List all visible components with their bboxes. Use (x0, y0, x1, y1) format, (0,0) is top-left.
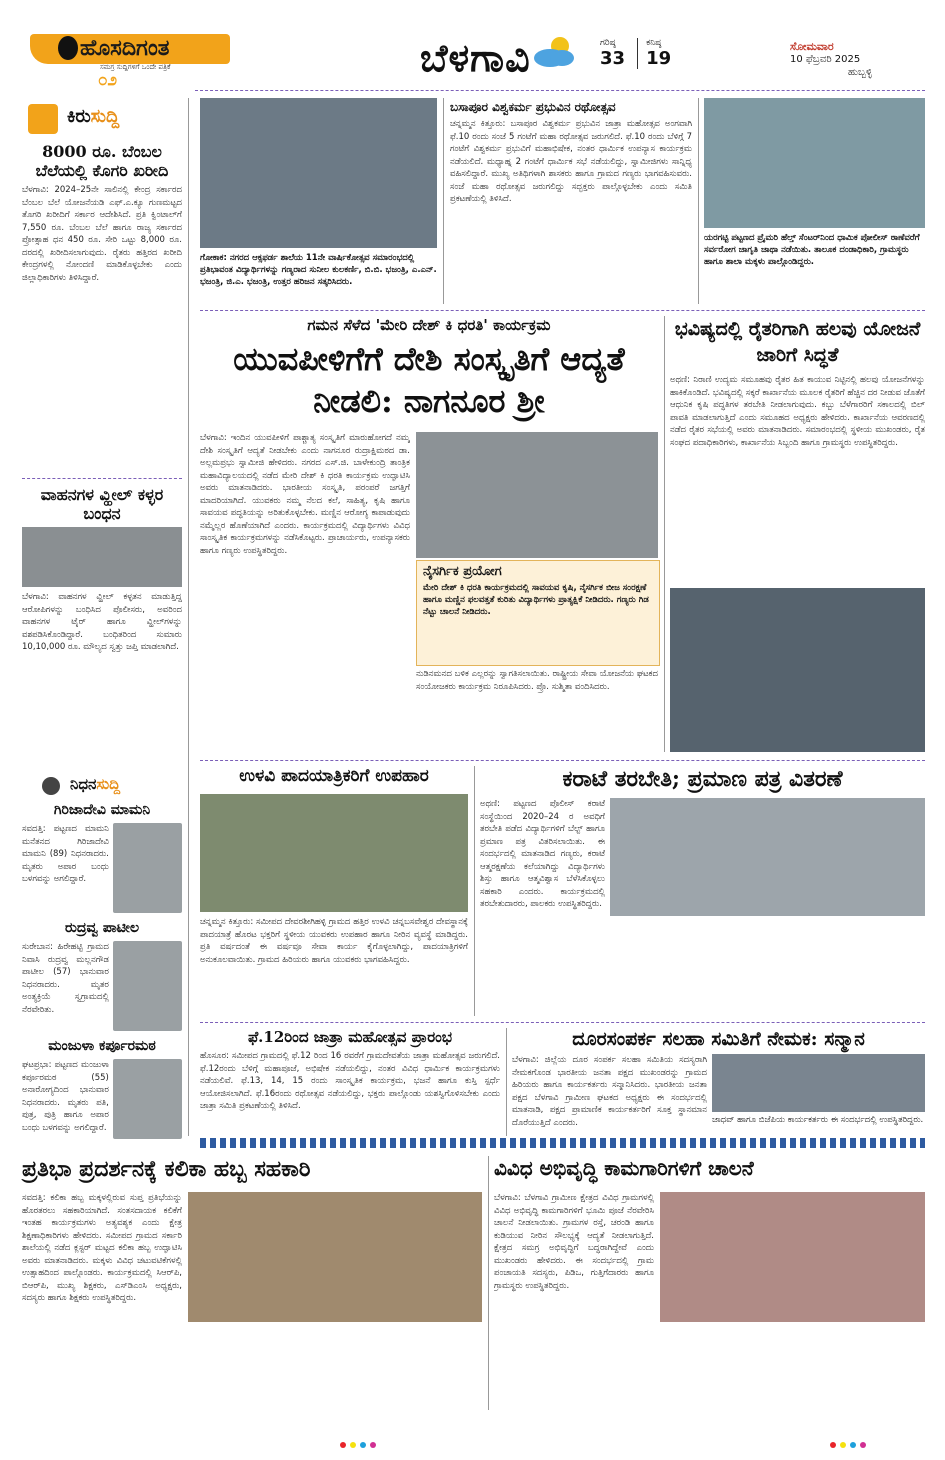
column-rule (664, 316, 665, 752)
sidebar (22, 98, 182, 1139)
hand-icon (28, 104, 58, 134)
farmer-headline: ಭವಿಷ್ಯದಲ್ಲಿ ರೈತರಿಗಾಗಿ ಹಲವು ಯೋಜನೆ ಜಾರಿಗೆ ಸಿದ್ಧತೆ (674, 318, 921, 366)
city-title: ಬೆಳಗಾವಿ (420, 35, 531, 80)
obit3-text: ಘಟಪ್ರಭಾ: ಪಟ್ಟಣದ ಮಂಜುಳಾ ಕರ್ಪೂರಮಠ (55) ಅನಾರೋಗ್ಯದಿಂದ ಭಾನುವಾರ ನಿಧನರಾದರು. ಮೃತರು ಪತಿ, ಪುತ್ರ, ಪುತ್ರಿ ಹಾಗೂ ಅಪಾರ ಬಂಧು ಬಳಗವನ್ನು ಅಗಲಿದ್ದಾರೆ. (22, 1060, 109, 1133)
print-marks (0, 1412, 945, 1460)
lead-text: ಬೆಳಗಾವಿ: ಇಂದಿನ ಯುವಪೀಳಿಗೆ ಪಾಶ್ಚಾತ್ಯ ಸಂಸ್ಕೃತಿಗೆ ಮಾರುಹೋಗದೆ ನಮ್ಮ ದೇಶಿ ಸಂಸ್ಕೃತಿಗೆ ಆದ್ಯತೆ ನೀಡಬೇಕು ಎಂದು ನಾಗನೂರ ರುದ್ರಾಕ್ಷಿಮಠದ ಡಾ. ಅಲ್ಲಮಪ್ರಭು ಸ್ವಾಮೀಜಿ ಹೇಳಿದರು. ನಗರದ ಎಸ್.ಜಿ. ಬಾಳೇಕುಂದ್ರಿ ತಾಂತ್ರಿಕ ಮಹಾವಿದ್ಯಾಲಯದಲ್ಲಿ ನಡೆದ ಮೇರಿ ದೇಶ್ ಕಿ ಧರತಿ ಕಾರ್ಯಕ್ರಮ ಉದ್ಘಾಟಿಸಿ ಅವರು ಮಾತನಾಡಿದರು. ಭಾರತೀಯ ಸಂಸ್ಕೃತಿ, ಪರಂಪರೆ ಜಗತ್ತಿಗೆ ಮಾದರಿಯಾಗಿದೆ. ಯುವಕರು ನಮ್ಮ ನೆಲದ ಕಲೆ, ಸಾಹಿತ್ಯ, ಕೃಷಿ ಹಾಗೂ ಸಾವಯವ ಪದ್ಧತಿಯನ್ನು ಅರಿತುಕೊಳ್ಳಬೇಕು. ಮಣ್ಣಿನ ಆರೋಗ್ಯ ಕಾಪಾಡುವುದು ನಮ್ಮೆಲ್ಲರ ಹೊಣೆಯಾಗಿದೆ ಎಂದರು. ಕಾರ್ಯಕ್ರಮದಲ್ಲಿ ವಿದ್ಯಾರ್ಥಿಗಳು ವಿವಿಧ ಸಾಂಸ್ಕೃತಿಕ ಕಾರ್ಯಕ್ರಮಗಳನ್ನು ನಡೆಸಿಕೊಟ್ಟರು. ಪ್ರಾಚಾರ್ಯರು, ಉಪನ್ಯಾಸಕರು ಹಾಗೂ ಗಣ್ಯರು ಉಪಸ್ಥಿತರಿದ್ದರು. (200, 433, 410, 556)
kalika-text: ಸವದತ್ತಿ: ಕಲಿಕಾ ಹಬ್ಬ ಮಕ್ಕಳಲ್ಲಿರುವ ಸುಪ್ತ ಪ್ರತಿಭೆಯನ್ನು ಹೊರತರಲು ಸಹಕಾರಿಯಾಗಿದೆ. ಸಂತಸದಾಯಕ ಕಲಿಕೆಗೆ ಇಂತಹ ಕಾರ್ಯಕ್ರಮಗಳು ಅತ್ಯವಶ್ಯಕ ಎಂದು ಕ್ಷೇತ್ರ ಶಿಕ್ಷಣಾಧಿಕಾರಿಗಳು ಹೇಳಿದರು. ಸಮೀಪದ ಗ್ರಾಮದ ಸರ್ಕಾರಿ ಶಾಲೆಯಲ್ಲಿ ನಡೆದ ಕ್ಲಸ್ಟರ್ ಮಟ್ಟದ ಕಲಿಕಾ ಹಬ್ಬ ಉದ್ಘಾಟಿಸಿ ಅವರು ಮಾತನಾಡಿದರು. ಮಕ್ಕಳು ವಿವಿಧ ಚಟುವಟಿಕೆಗಳಲ್ಲಿ ಉತ್ಸಾಹದಿಂದ ಪಾಲ್ಗೊಂಡರು. ಕಾರ್ಯಕ್ರಮದಲ್ಲಿ ಸಿಆರ್‌ಪಿ, ಬಿಆರ್‌ಪಿ, ಮುಖ್ಯ ಶಿಕ್ಷಕರು, ಎಸ್‌ಡಿಎಂಸಿ ಅಧ್ಯಕ್ಷರು, ಸದಸ್ಯರು ಹಾಗೂ ಶಿಕ್ಷಕರು ಉಪಸ್ಥಿತರಿದ್ದರು. (22, 1193, 182, 1303)
masthead-rule (195, 90, 925, 91)
dev-headline: ವಿವಿಧ ಅಭಿವೃದ್ಧಿ ಕಾಮಗಾರಿಗಳಿಗೆ ಚಾಲನೆ (494, 1156, 754, 1180)
story1-headline: 8000 ರೂ. ಬೆಂಬಲ ಬೆಲೆಯಲ್ಲಿ ಕೊಗರಿ ಖರೀದಿ (35, 142, 169, 180)
section-rule (200, 1022, 925, 1023)
obit1-portrait (113, 823, 182, 913)
brand-tagline: ಸಮಗ್ರ ಸುದ್ದಿಗಳಿಗೆ ಒಂದೇ ಪತ್ರಿಕೆ (100, 63, 171, 71)
story2-headline: ವಾಹನಗಳ ವ್ಹೀಲ್ ಕಳ್ಳರ ಬಂಧನ (40, 485, 164, 523)
obit2-text: ಸುರೇಬಾನ: ಹಿರೇಹಟ್ಟಿ ಗ್ರಾಮದ ನಿವಾಸಿ ರುದ್ರವ್ವ ಮಲ್ಲನಗೌಡ ಪಾಟೀಲ (57) ಭಾನುವಾರ ನಿಧನರಾದರು. ಮೃತರ ಅಂತ್ಯಕ್ರಿಯೆ ಸ್ವಗ್ರಾಮದಲ್ಲಿ ನೆರವೇರಿತು. (22, 942, 109, 1015)
dev-text: ಬೆಳಗಾವಿ: ಬೆಳಗಾವಿ ಗ್ರಾಮೀಣ ಕ್ಷೇತ್ರದ ವಿವಿಧ ಗ್ರಾಮಗಳಲ್ಲಿ ವಿವಿಧ ಅಭಿವೃದ್ಧಿ ಕಾಮಗಾರಿಗಳಿಗೆ ಭೂಮಿ ಪೂಜೆ ನೆರವೇರಿಸಿ ಚಾಲನೆ ನೀಡಲಾಯಿತು. ಗ್ರಾಮಗಳ ರಸ್ತೆ, ಚರಂಡಿ ಹಾಗೂ ಕುಡಿಯುವ ನೀರಿನ ಸೌಲಭ್ಯಕ್ಕೆ ಆದ್ಯತೆ ನೀಡಲಾಗುತ್ತಿದೆ. ಕ್ಷೇತ್ರದ ಸಮಗ್ರ ಅಭಿವೃದ್ಧಿಗೆ ಬದ್ಧರಾಗಿದ್ದೇವೆ ಎಂದು ಮುಖಂಡರು ಹೇಳಿದರು. ಈ ಸಂದರ್ಭದಲ್ಲಿ ಗ್ರಾಮ ಪಂಚಾಯತಿ ಸದಸ್ಯರು, ಪಿಡಿಒ, ಗುತ್ತಿಗೆದಾರರು ಹಾಗೂ ಗ್ರಾಮಸ್ಥರು ಉಪಸ್ಥಿತರಿದ್ದರು. (494, 1193, 654, 1291)
kalika-headline: ಪ್ರತಿಭಾ ಪ್ರದರ್ಶನಕ್ಕೆ ಕಲಿಕಾ ಹಬ್ಬ ಸಹಕಾರಿ (22, 1156, 311, 1182)
karate-text: ಅಥಣಿ: ಪಟ್ಟಣದ ಪೊಲೀಸ್ ಕರಾಟೆ ಸಂಸ್ಥೆಯಿಂದ 2020–24 ರ ಅವಧಿಗೆ ತರಬೇತಿ ಪಡೆದ ವಿದ್ಯಾರ್ಥಿಗಳಿಗೆ ಬೆಲ್ಟ್ ಹಾಗೂ ಪ್ರಮಾಣ ಪತ್ರ ವಿತರಿಸಲಾಯಿತು. ಈ ಸಂದರ್ಭದಲ್ಲಿ ಮಾತನಾಡಿದ ಗಣ್ಯರು, ಕರಾಟೆ ಆತ್ಮರಕ್ಷಣೆಯ ಕಲೆಯಾಗಿದ್ದು ವಿದ್ಯಾರ್ಥಿಗಳು ಶಿಸ್ತು ಹಾಗೂ ಆತ್ಮವಿಶ್ವಾಸ ಬೆಳೆಸಿಕೊಳ್ಳಲು ಸಹಕಾರಿ ಎಂದರು. ಕಾರ್ಯಕ್ರಮದಲ್ಲಿ ತರಬೇತುದಾರರು, ಪಾಲಕರು ಉಪಸ್ಥಿತರಿದ್ದರು. (480, 799, 605, 909)
rath-headline: ಬಸಾಪೂರ ವಿಶ್ವಕರ್ಮ ಪ್ರಭುವಿನ ರಥೋತ್ಸವ (450, 100, 616, 114)
inset-text: ಮೇರಿ ದೇಶ್ ಕಿ ಧರತಿ ಕಾರ್ಯಕ್ರಮದಲ್ಲಿ ಸಾವಯವ ಕೃಷಿ, ನೈಸರ್ಗಿಕ ಬೀಜ ಸಂರಕ್ಷಣೆ ಹಾಗೂ ಮಣ್ಣಿನ ಫಲವತ್ತತೆ ಕುರಿತು ವಿದ್ಯಾರ್ಥಿಗಳು ಪ್ರಾತ್ಯಕ್ಷಿಕೆ ನೀಡಿದರು. ಗಣ್ಯರು ಗಿಡ ನೆಟ್ಟು ಚಾಲನೆ ನೀಡಿದರು. (423, 583, 649, 617)
ulavi-text: ಚನ್ನಮ್ಮನ ಕಿತ್ತೂರು: ಸಮೀಪದ ದೇವರಶೀಗಿಹಳ್ಳಿ ಗ್ರಾಮದ ಹತ್ತಿರ ಉಳವಿ ಚನ್ನಬಸವೇಶ್ವರ ದೇವಸ್ಥಾನಕ್ಕೆ ಪಾದಯಾತ್ರೆ ಹೊರಟ ಭಕ್ತರಿಗೆ ಸ್ಥಳೀಯ ಯುವಕರು ಉಪಹಾರ ಹಾಗೂ ನೀರಿನ ವ್ಯವಸ್ಥೆ ಮಾಡಿದ್ದರು. ಪ್ರತಿ ವರ್ಷದಂತೆ ಈ ವರ್ಷವೂ ಸೇವಾ ಕಾರ್ಯ ಕೈಗೊಳ್ಳಲಾಗಿದ್ದು, ಪಾದಯಾತ್ರಿಗಳಿಗೆ ಅನುಕೂಲವಾಯಿತು. ಗ್ರಾಮದ ಹಿರಿಯರು ಹಾಗೂ ಯುವಕರು ಭಾಗವಹಿಸಿದ್ದರು. (200, 917, 468, 965)
section-rule (200, 310, 925, 311)
lead-kicker: ಗಮನ ಸೆಳೆದ 'ಮೇರಿ ದೇಶ್ ಕಿ ಧರತಿ' ಕಾರ್ಯಕ್ರಮ (307, 316, 551, 334)
story1-text: ಬೆಳಗಾವಿ: 2024–25ನೇ ಸಾಲಿನಲ್ಲಿ ಕೇಂದ್ರ ಸರ್ಕಾರದ ಬೆಂಬಲ ಬೆಲೆ ಯೋಜನೆಯಡಿ ಎಫ್.ಎ.ಕ್ಯೂ ಗುಣಮಟ್ಟದ ತೊಗರಿ ಖರೀದಿಗೆ ಸರ್ಕಾರ ಆದೇಶಿಸಿದೆ. ಪ್ರತಿ ಕ್ವಿಂಟಾಲ್‌ಗೆ 7,550 ರೂ. ಬೆಂಬಲ ಬೆಲೆ ಹಾಗೂ ರಾಜ್ಯ ಸರ್ಕಾರದ ಪ್ರೋತ್ಸಾಹ ಧನ 450 ರೂ. ಸೇರಿ ಒಟ್ಟು 8,000 ರೂ. ದರದಲ್ಲಿ ಖರೀದಿಸಲಾಗುವುದು. ರೈತರು ಹತ್ತಿರದ ಖರೀದಿ ಕೇಂದ್ರಗಳಲ್ಲಿ ನೋಂದಣಿ ಮಾಡಿಕೊಳ್ಳಬೇಕು ಎಂದು ಜಿಲ್ಲಾಧಿಕಾರಿಗಳು ತಿಳಿಸಿದ್ದಾರೆ. (22, 185, 182, 283)
column-rule (443, 98, 444, 304)
column-rule (488, 1156, 489, 1410)
divider (22, 478, 182, 479)
lamp-icon (42, 777, 60, 795)
obit3-portrait (113, 1059, 182, 1139)
rally-photo-caption: ಯರಗಟ್ಟಿ ಪಟ್ಟಣದ ಪ್ರೈಮರಿ ಹೆಲ್ತ್ ಸೆಂಟರ್‌ನಿಂದ ಧಾಮಿಕ ಪೋಲೀಸ್ ಠಾಣೆವರೆಗೆ ಸರ್ವರೋಗ ಜಾಗೃತಿ ಜಾಥಾ ನಡೆಯಿತು. ತಾಲೂಕ ದಂಡಾಧಿಕಾರಿ, ಗ್ರಾಮಸ್ಥರು ಹಾಗೂ ಶಾಲಾ ಮಕ್ಕಳು ಪಾಲ್ಗೊಂಡಿದ್ದರು. (704, 233, 920, 267)
stripe-rule (200, 1138, 925, 1148)
brand-name: ಹೊಸದಿಗಂತ (80, 35, 170, 61)
lead-headline: ಯುವಪೀಳಿಗೆಗೆ ದೇಶಿ ಸಂಸ್ಕೃತಿಗೆ ಆದ್ಯತೆ ನೀಡಲಿ: ನಾಗನೂರ ಶ್ರೀ (233, 340, 625, 420)
farmer-photo (670, 588, 925, 752)
lead-text-2: ನುಡಿನಮನದ ಬಳಿಕ ಎಲ್ಲರನ್ನು ಸ್ವಾಗತಿಸಲಾಯಿತು. ರಾಷ್ಟ್ರೀಯ ಸೇವಾ ಯೋಜನೆಯ ಘಟಕದ ಸಂಯೋಜಕರು ಕಾರ್ಯಕ್ರಮ ನಿರೂಪಿಸಿದರು. ಪ್ರೊ. ಸುಶ್ಮಿತಾ ವಂದಿಸಿದರು. (416, 669, 658, 692)
date: 10 ಫೆಬ್ರವರಿ 2025 (790, 54, 861, 65)
date-block (790, 40, 930, 78)
obit3-name: ಮಂಜುಳಾ ಕರ್ಪೂರಮಠ (48, 1038, 156, 1054)
weather-icon (530, 32, 580, 70)
edition: ಹುಬ್ಬಳ್ಳಿ (847, 67, 873, 78)
kiru-label-b: ಸುದ್ದಿ (90, 106, 120, 127)
obit-header (22, 771, 182, 801)
brand-emblem-icon (58, 36, 78, 60)
ulavi-headline: ಉಳವಿ ಪಾದಯಾತ್ರಿಕರಿಗೆ ಉಪಹಾರ (239, 766, 429, 786)
sidebar-rule (188, 98, 189, 1136)
obit1-text: ಸವದತ್ತಿ: ಪಟ್ಟಣದ ಮಾಮನಿ ಮನೆತನದ ಗಿರಿಜಾದೇವಿ ಮಾಮನಿ (89) ನಿಧನರಾದರು. ಮೃತರು ಅಪಾರ ಬಂಧು ಬಳಗವನ್ನು ಅಗಲಿದ್ದಾರೆ. (22, 824, 109, 884)
section-rule (200, 760, 925, 761)
kiru-label-a: ಕಿರು (67, 106, 91, 127)
school-photo (200, 98, 437, 248)
tele-photo (712, 1054, 925, 1112)
min-temp: 19 (646, 48, 672, 69)
tele-headline: ದೂರಸಂಪರ್ಕ ಸಲಹಾ ಸಮಿತಿಗೆ ನೇಮಕ: ಸನ್ಮಾನ (572, 1028, 865, 1050)
brand-logo (30, 30, 245, 88)
obit2-portrait (113, 941, 182, 1031)
tele-caption: ಜಾಧವ್ ಹಾಗೂ ಬಿಜೆಪಿಯ ಕಾರ್ಯಕರ್ತರು ಈ ಸಂದರ್ಭದಲ್ಲಿ ಉಪಸ್ಥಿತರಿದ್ದರು. (712, 1115, 924, 1125)
tele-text: ಬೆಳಗಾವಿ: ಜಿಲ್ಲೆಯ ದೂರ ಸಂಪರ್ಕ ಸಲಹಾ ಸಮಿತಿಯ ಸದಸ್ಯರಾಗಿ ನೇಮಕಗೊಂಡ ಭಾರತೀಯ ಜನತಾ ಪಕ್ಷದ ಮುಖಂಡರನ್ನು ಗ್ರಾಮದ ಹಿರಿಯರು ಹಾಗೂ ಕಾರ್ಯಕರ್ತರು ಸನ್ಮಾನಿಸಿದರು. ಭಾರತೀಯ ಜನತಾ ಪಕ್ಷದ ಬೆಳಗಾವಿ ಗ್ರಾಮೀಣ ಘಟಕದ ಅಧ್ಯಕ್ಷರು ಈ ಸಂದರ್ಭದಲ್ಲಿ ಮಾತನಾಡಿ, ಪಕ್ಷದ ಪ್ರಾಮಾಣಿಕ ಕಾರ್ಯಕರ್ತರಿಗೆ ಸೂಕ್ತ ಸ್ಥಾನಮಾನ ದೊರೆಯುತ್ತಿದೆ ಎಂದರು. (512, 1055, 707, 1128)
column-rule (698, 98, 699, 304)
ulavi-photo (200, 794, 468, 912)
karate-photo (610, 798, 925, 916)
column-rule (474, 766, 475, 1016)
obit1-name: ಗಿರಿಜಾದೇವಿ ಮಾಮನಿ (53, 802, 151, 818)
obit-label-b: ಸುದ್ದಿ (96, 775, 121, 793)
dev-photo (660, 1192, 925, 1322)
farmer-text: ಅಥಣಿ: ನಿರಾಣಿ ಉದ್ಯಮ ಸಮೂಹವು ರೈತರ ಹಿತ ಕಾಯುವ ನಿಟ್ಟಿನಲ್ಲಿ ಹಲವು ಯೋಜನೆಗಳನ್ನು ಹಾಕಿಕೊಂಡಿದೆ. ಭವಿಷ್ಯದಲ್ಲಿ ಸಕ್ಕರೆ ಕಾರ್ಖಾನೆಯ ಮೂಲಕ ರೈತರಿಗೆ ಹೆಚ್ಚಿನ ದರ ನೀಡುವ ಜೊತೆಗೆ ಆಧುನಿಕ ಕೃಷಿ ಪದ್ಧತಿಗಳ ತರಬೇತಿ ನೀಡಲಾಗುವುದು. ಕಬ್ಬು ಬೆಳೆಗಾರರಿಗೆ ಸಕಾಲದಲ್ಲಿ ಬಿಲ್ ಪಾವತಿ ಮಾಡಲಾಗುತ್ತಿದೆ ಎಂದು ಸಮೂಹದ ಅಧ್ಯಕ್ಷರು ಹೇಳಿದರು. ಕಾರ್ಖಾನೆಯ ಆವರಣದಲ್ಲಿ ನಡೆದ ರೈತರ ಸಭೆಯಲ್ಲಿ ಅವರು ಮಾತನಾಡಿದರು. ಸಮಾರಂಭದಲ್ಲಿ ಸ್ಥಳೀಯ ಮುಖಂಡರು, ರೈತ ಸಂಘದ ಪದಾಧಿಕಾರಿಗಳು, ಕಾರ್ಖಾನೆಯ ಸಿಬ್ಬಂದಿ ಹಾಗೂ ಗ್ರಾಮಸ್ಥರು ಉಪಸ್ಥಿತರಿದ್ದರು. (670, 375, 925, 448)
min-temp-label: ಕನಿಷ್ಠ (646, 38, 662, 48)
kiru-header (22, 98, 182, 138)
weekday: ಸೋಮವಾರ (790, 40, 834, 53)
story2-photo (22, 527, 182, 587)
jatra-text: ಹೊಸೂರ: ಸಮೀಪದ ಗ್ರಾಮದಲ್ಲಿ ಫೆ.12 ರಿಂದ 16 ರವರೆಗೆ ಗ್ರಾಮದೇವತೆಯ ಜಾತ್ರಾ ಮಹೋತ್ಸವ ಜರುಗಲಿದೆ. ಫೆ.12ರಂದು ಬೆಳಿಗ್ಗೆ ಮಹಾಪೂಜೆ, ಅಭಿಷೇಕ ನಡೆಯಲಿದ್ದು, ನಂತರ ವಿವಿಧ ಧಾರ್ಮಿಕ ಕಾರ್ಯಕ್ರಮಗಳು ನಡೆಯಲಿವೆ. ಫೆ.13, 14, 15 ರಂದು ಸಾಂಸ್ಕೃತಿಕ ಕಾರ್ಯಕ್ರಮ, ಭಜನೆ ಹಾಗೂ ಕುಸ್ತಿ ಸ್ಪರ್ಧೆ ಆಯೋಜಿಸಲಾಗಿದೆ. ಫೆ.16ರಂದು ರಥೋತ್ಸವ ನಡೆಯಲಿದ್ದು, ಭಕ್ತರು ಪಾಲ್ಗೊಂಡು ಯಶಸ್ವಿಗೊಳಿಸಬೇಕು ಎಂದು ಜಾತ್ರಾ ಸಮಿತಿ ಪ್ರಕಟಣೆಯಲ್ಲಿ ತಿಳಿಸಿದೆ. (200, 1051, 500, 1111)
story2-text: ಬೆಳಗಾವಿ: ವಾಹನಗಳ ವ್ಹೀಲ್ ಕಳ್ಳತನ ಮಾಡುತ್ತಿದ್ದ ಆರೋಪಿಗಳನ್ನು ಬಂಧಿಸಿದ ಪೊಲೀಸರು, ಅವರಿಂದ ವಾಹನಗಳ ಟೈರ್ ಹಾಗೂ ವ್ಹೀಲ್‌ಗಳನ್ನು ವಶಪಡಿಸಿಕೊಂಡಿದ್ದಾರೆ. ಬಂಧಿತರಿಂದ ಸುಮಾರು 10,10,000 ರೂ. ಮೌಲ್ಯದ ಸ್ವತ್ತು ಜಪ್ತಿ ಮಾಡಲಾಗಿದೆ. (22, 592, 182, 652)
obit2-name: ರುದ್ರವ್ವ ಪಾಟೀಲ (64, 920, 140, 936)
rally-photo (704, 98, 925, 228)
obit-label-a: ನಿಧನ (70, 775, 97, 793)
inset-box (416, 560, 660, 666)
column-rule (506, 1028, 507, 1136)
inset-title: ನೈಸರ್ಗಿಕ ಪ್ರಯೋಗ (423, 564, 502, 579)
lead-photo (416, 432, 658, 558)
school-photo-caption: ಗೋಕಾಕ: ನಗರದ ಆಕ್ಸಫರ್ಡ ಶಾಲೆಯ 11ನೇ ವಾರ್ಷಿಕೋತ್ಸವ ಸಮಾರಂಭದಲ್ಲಿ ಪ್ರತಿಭಾವಂತ ವಿದ್ಯಾರ್ಥಿಗಳನ್ನು ಗಣ್ಯರಾದ ಸುನೀಲ ಕುಲಕರ್ಣಿ, ಬಿ.ಬಿ. ಭಜಂತ್ರಿ, ಎ.ಎನ್. ಭಜಂತ್ರಿ, ಜಿ.ಎ. ಭಜಂತ್ರಿ, ಉತ್ತರ ಹರಿಜನ ಸತ್ಕರಿಸಿದರು. (200, 253, 437, 287)
max-temp: 33 (600, 48, 626, 69)
max-temp-label: ಗರಿಷ್ಠ (600, 38, 616, 48)
page-number: ೦೨ (98, 70, 118, 90)
rath-text: ಚನ್ನಮ್ಮನ ಕಿತ್ತೂರು: ಬಸಾಪೂರ ವಿಶ್ವಕರ್ಮ ಪ್ರಭುವಿನ ಜಾತ್ರಾ ಮಹೋತ್ಸವ ಅಂಗವಾಗಿ ಫೆ.10 ರಂದು ಸಂಜೆ 5 ಗಂಟೆಗೆ ಮಹಾ ರಥೋತ್ಸವ ಜರುಗಲಿದೆ. ಫೆ.10 ರಂದು ಬೆಳಿಗ್ಗೆ 7 ಗಂಟೆಗೆ ವಿಶ್ವಕರ್ಮ ಪ್ರಭುವಿಗೆ ಮಹಾಭಿಷೇಕ, ನಂತರ ಧಾರ್ಮಿಕ ಉಪನ್ಯಾಸ ಕಾರ್ಯಕ್ರಮ ನಡೆಯಲಿದೆ. ಮಧ್ಯಾಹ್ನ 2 ಗಂಟೆಗೆ ಧಾರ್ಮಿಕ ಸಭೆ ನಡೆಯಲಿದ್ದು, ಸ್ವಾಮೀಜಿಗಳು ಸಾನ್ನಿಧ್ಯ ವಹಿಸಲಿದ್ದಾರೆ. ಮುಖ್ಯ ಅತಿಥಿಗಳಾಗಿ ಶಾಸಕರು ಹಾಗೂ ಗ್ರಾಮದ ಗಣ್ಯರು ಭಾಗವಹಿಸುವರು. ಸಂಜೆ ಮಹಾ ರಥೋತ್ಸವ ಜರುಗಲಿದ್ದು ಸದ್ಭಕ್ತರು ಪಾಲ್ಗೊಳ್ಳಬೇಕು ಎಂದು ಸಮಿತಿ ಪ್ರಕಟಣೆಯಲ್ಲಿ ತಿಳಿಸಿದೆ. (450, 119, 692, 204)
karate-headline: ಕರಾಟೆ ತರಬೇತಿ; ಪ್ರಮಾಣ ಪತ್ರ ವಿತರಣೆ (562, 766, 843, 792)
jatra-headline: ಫೆ.12ರಿಂದ ಜಾತ್ರಾ ಮಹೋತ್ಸವ ಪ್ರಾರಂಭ (247, 1028, 453, 1046)
temperature-block (600, 38, 671, 69)
kalika-photo (188, 1192, 482, 1322)
